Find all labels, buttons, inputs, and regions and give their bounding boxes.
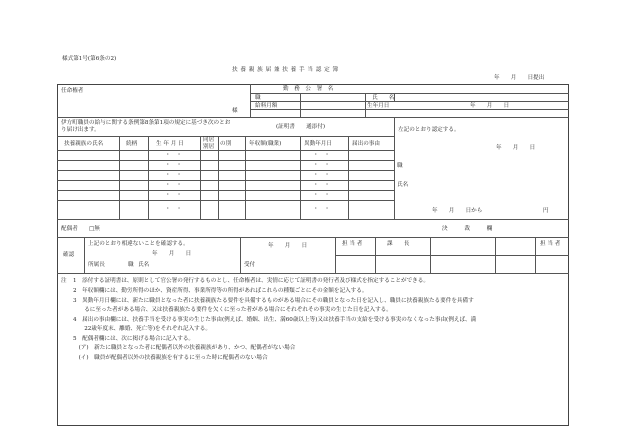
certificate-note: (証明書 通添付) bbox=[276, 124, 326, 130]
approval-text: 左記のとおり認定する。 bbox=[398, 127, 460, 133]
dots: ・ ・ bbox=[165, 206, 182, 212]
shoku-label: 職 bbox=[255, 95, 261, 101]
note-3-cont: るに至った者がある場合、又は扶養親族たる要件を欠くに至った者がある場合にそれぞれその事実の生じた日を記入する。 bbox=[73, 307, 392, 313]
spouse-label: 配偶者 bbox=[61, 226, 78, 232]
note-5: 5 配偶者欄には、次に掲げる場合に記入する。 bbox=[73, 336, 195, 342]
dots: ・ ・ bbox=[313, 172, 330, 178]
approval-date: 年 月 日 bbox=[496, 145, 536, 151]
dots: ・ ・ bbox=[313, 192, 330, 198]
appointer-label: 任命権者 bbox=[61, 88, 84, 94]
note-4-cont: 22歳年度末、離婚、死亡等)をそれぞれ記入する。 bbox=[73, 326, 211, 332]
col-name: 扶養親族の氏名 bbox=[64, 141, 104, 147]
receipt-label: 受付 bbox=[244, 262, 256, 268]
declaration-text-2: り届け出ます。 bbox=[61, 127, 100, 133]
spouse-option[interactable]: □無 bbox=[89, 226, 100, 232]
kessai-header: 決 裁 欄 bbox=[442, 226, 493, 232]
note-2: 2 年収額欄には、勤労所得のほか、資産所得、事業所得等の所得があればこれらの種類ごとにその金額を記入する。 bbox=[73, 288, 368, 294]
approval-yen: 円 bbox=[543, 208, 549, 214]
submit-date: 年 月 日提出 bbox=[494, 75, 545, 81]
affiliation-label: 所属長 bbox=[88, 262, 105, 268]
dots: ・ ・ bbox=[165, 162, 182, 168]
dots: ・ ・ bbox=[165, 182, 182, 188]
col-reason: 届出の事由 bbox=[352, 141, 380, 147]
dots: ・ ・ bbox=[165, 192, 182, 198]
declaration-text: 伊方町職員の給与に関する条例第8条第1項の規定に基づき次のとお bbox=[61, 120, 231, 126]
dots: ・ ・ bbox=[313, 162, 330, 168]
confirm-text: 上記のとおり相違ないことを確認する。 bbox=[88, 241, 189, 247]
appointer-sama: 様 bbox=[232, 108, 238, 114]
workplace-header: 勤 務 公 署 名 bbox=[283, 86, 334, 92]
confirm-shoku: 職 bbox=[128, 262, 134, 268]
col-income: 年収額(職業) bbox=[249, 141, 282, 147]
notes-head: 注 bbox=[61, 278, 67, 284]
note-5a: (ア) 新たに職員となった者に配偶者以外の扶養親族があり、かつ、配偶者がない場合 bbox=[73, 345, 296, 351]
col-change-date: 異動年月日 bbox=[304, 141, 332, 147]
dots: ・ ・ bbox=[313, 206, 330, 212]
confirm-date: 年 月 日 bbox=[152, 251, 192, 257]
approval-shoku: 職 bbox=[397, 163, 403, 169]
dots: ・ ・ bbox=[165, 172, 182, 178]
dots: ・ ・ bbox=[313, 152, 330, 158]
birthdate-label: 生年月日 bbox=[367, 103, 390, 109]
receipt-date: 年 月 日 bbox=[268, 243, 308, 249]
note-1: 1 添付する証明書は、原則として官公署の発行するものとし、任命権者は、実情に応じて証明書の発行者及び様式を指定することができる。 bbox=[73, 278, 429, 284]
col-birthdate: 生 年 月 日 bbox=[156, 141, 184, 147]
dots: ・ ・ bbox=[313, 182, 330, 188]
note-4: 4 届出の事由欄には、扶養手当を受ける事実の生じた事由(例えば、婚姻、出生、満60歳以上等)又は扶養手当の支給を受ける事実のなくなった事由(例えば、満 bbox=[73, 317, 477, 323]
salary-label: 給料月額 bbox=[255, 103, 278, 109]
approval-period: 年 月 日から bbox=[432, 208, 483, 214]
section-chief: 課 長 bbox=[387, 241, 410, 247]
form-number: 様式第1号(第6条の2) bbox=[62, 56, 117, 62]
confirm-label: 確認 bbox=[63, 252, 75, 258]
person-in-charge-1: 担 当 者 bbox=[342, 241, 363, 247]
person-in-charge-2: 担 当 者 bbox=[540, 241, 561, 247]
birthdate-value: 年 月 日 bbox=[470, 103, 510, 109]
form-title: 扶 養 親 族 届 兼 扶 養 手 当 認 定 簿 bbox=[232, 67, 339, 73]
col-relation: 続柄 bbox=[126, 141, 138, 147]
col-doukyo: 同居 bbox=[203, 137, 215, 143]
dots: ・ ・ bbox=[165, 152, 182, 158]
col-bekkyo: 別居 bbox=[203, 144, 215, 150]
note-5b: (イ) 職員が配偶者以外の扶養親族を有するに至った時に配偶者のない場合 bbox=[73, 355, 268, 361]
col-nobetsu: の別 bbox=[220, 141, 232, 147]
name-label: 氏 名 bbox=[372, 95, 395, 101]
approval-name: 氏名 bbox=[397, 182, 409, 188]
note-3: 3 異動年月日欄には、新たに職員となった者に扶養親族たる要件を具備するものがある場合にその職員となった日を記入し、職員に扶養親族たる要件を具備す bbox=[73, 298, 474, 304]
confirm-name: 氏名 bbox=[138, 262, 150, 268]
